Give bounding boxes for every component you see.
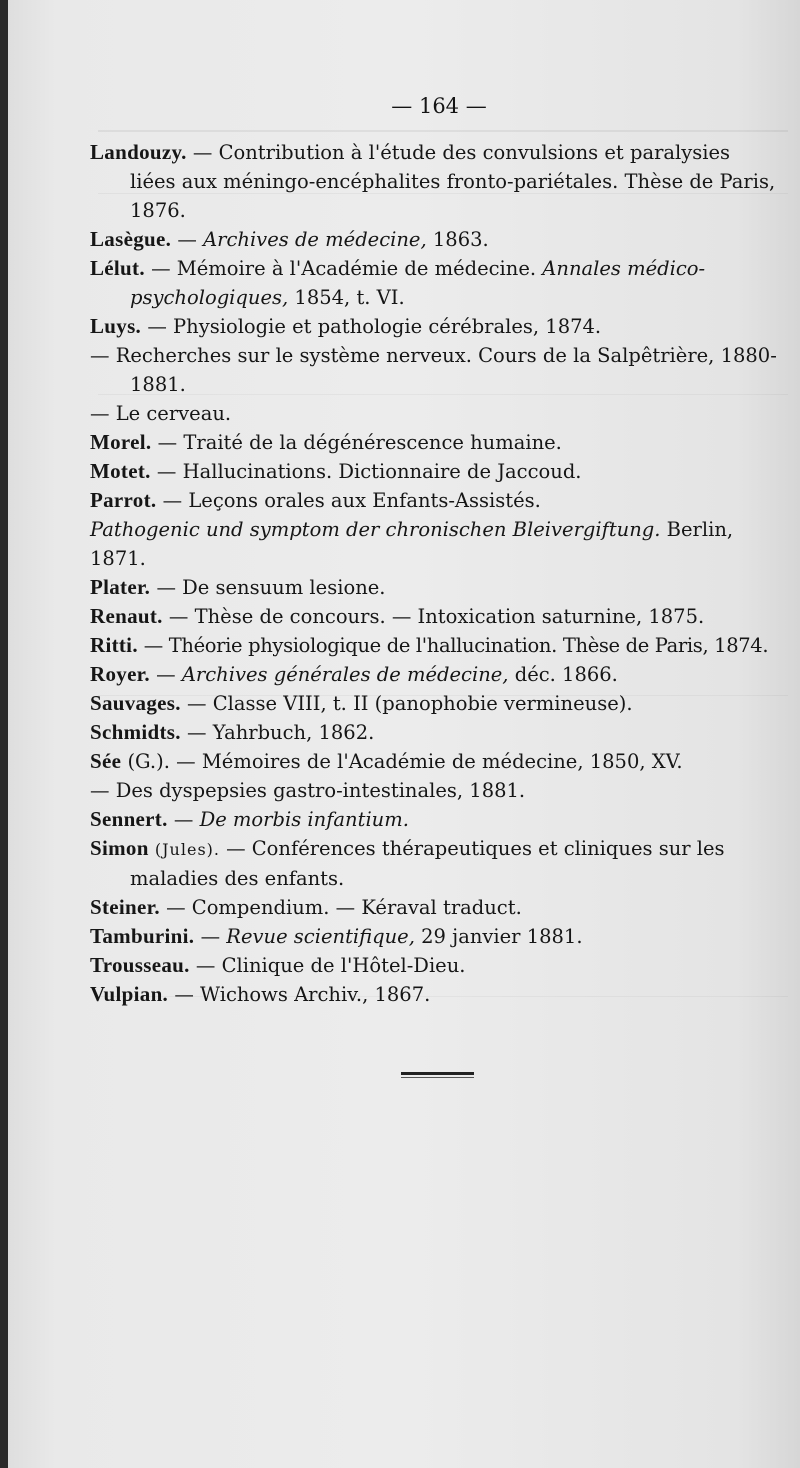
author-name: Sennert. [90, 807, 168, 831]
author-name: Morel. [90, 430, 152, 454]
bibliography-list [90, 138, 780, 1009]
entry-text: — Des dyspepsies gastro-intestinales, 1881. [90, 779, 526, 802]
entry-prefix: — [200, 925, 227, 948]
entry-text: — Leçons orales aux Enfants-Assistés. [162, 489, 541, 512]
bibliography-entry [90, 834, 780, 893]
bibliography-entry [90, 951, 780, 980]
entry-text: — Classe VIII, t. II (panophobie vermineuse). [187, 692, 633, 715]
entry-text: 29 janvier 1881. [421, 925, 583, 948]
author-name: Schmidts. [90, 720, 181, 744]
entry-text: — Physiologie et pathologie cérébrales, 1874. [147, 315, 602, 338]
author-name: Simon [90, 836, 149, 860]
page-number: — 164 — [391, 94, 487, 118]
author-name: Parrot. [90, 488, 157, 512]
bibliography-entry [90, 602, 780, 631]
entry-prefix: — Mémoire à l'Académie de médecine. [151, 257, 543, 280]
author-name: Motet. [90, 459, 151, 483]
bibliography-entry [90, 457, 780, 486]
entry-text: Berlin, 1871. [90, 518, 734, 570]
journal-title: Archives de médecine, [203, 228, 427, 251]
entry-text: — Conférences thérapeutiques et cliniques sur les maladies des enfants. [130, 837, 725, 890]
entry-text: 1863. [432, 228, 489, 251]
entry-text: — Wichows Archiv., 1867. [174, 983, 431, 1006]
bibliography-entry [90, 805, 780, 834]
book-title: Pathogenic und symptom der chronischen Bleivergiftung. [90, 518, 661, 541]
entry-text: — Clinique de l'Hôtel-Dieu. [195, 954, 466, 977]
author-name: Tamburini. [90, 924, 195, 948]
author-name: Trousseau. [90, 953, 190, 977]
journal-title: Annales médico-psychologiques, [130, 257, 706, 309]
author-name: Vulpian. [90, 982, 169, 1006]
book-title: De morbis infantium. [199, 808, 409, 831]
bibliography-entry [90, 341, 780, 399]
bibliography-entry [90, 922, 780, 951]
entry-text: — Traité de la dégénérescence humaine. [157, 431, 562, 454]
bibliography-entry [90, 515, 780, 573]
bibliography-entry [90, 138, 780, 225]
bibliography-entry [90, 689, 780, 718]
author-initials: (G.). [127, 750, 177, 773]
author-name: Lasègue. [90, 227, 172, 251]
bibliography-entry [90, 631, 780, 660]
bibliography-entry [90, 225, 780, 254]
bibliography-entry [90, 660, 780, 689]
entry-text: 1854, t. VI. [294, 286, 405, 309]
bibliography-entry [90, 399, 780, 428]
author-firstname: (Jules). [154, 840, 227, 859]
bibliography-entry [90, 893, 780, 922]
end-rule-divider [401, 1072, 474, 1075]
entry-prefix: — [177, 228, 204, 251]
entry-text: — Mémoires de l'Académie de médecine, 1850, XV. [176, 750, 683, 773]
bibliography-entry [90, 428, 780, 457]
bibliography-entry [90, 573, 780, 602]
bibliography-entry [90, 254, 780, 312]
author-name: Steiner. [90, 895, 160, 919]
entry-text: — Yahrbuch, 1862. [187, 721, 375, 744]
author-name: Plater. [90, 575, 151, 599]
entry-text: — Compendium. — Kéraval traduct. [166, 896, 522, 919]
bibliography-entry [90, 980, 780, 1009]
author-name: Royer. [90, 662, 150, 686]
bibliography-entry [90, 776, 780, 805]
book-page [8, 0, 800, 1468]
journal-title: Archives générales de médecine, [181, 663, 509, 686]
journal-title: Revue scientifique, [226, 925, 415, 948]
author-name: Landouzy. [90, 140, 187, 164]
author-name: Ritti. [90, 633, 138, 657]
entry-text: — Contribution à l'étude des convulsions et paralysies liées aux méningo-encéphalites fronto-pariétales. Thèse de Paris, 1876. [130, 141, 776, 222]
entry-prefix: — [173, 808, 200, 831]
entry-text: — Théorie physiologique de l'hallucination. Thèse de Paris, 1874. [143, 634, 769, 657]
bibliography-entry [90, 718, 780, 747]
author-name: Renaut. [90, 604, 163, 628]
entry-text: — Le cerveau. [90, 402, 232, 425]
entry-text: déc. 1866. [514, 663, 618, 686]
author-name: Luys. [90, 314, 142, 338]
entry-text: — Hallucinations. Dictionnaire de Jaccoud. [156, 460, 582, 483]
bibliography-entry [90, 312, 780, 341]
entry-prefix: — [156, 663, 182, 686]
entry-text: — Recherches sur le système nerveux. Cours de la Salpêtrière, 1880-1881. [90, 344, 777, 396]
author-name: Sée [90, 749, 122, 773]
author-name: Lélut. [90, 256, 145, 280]
author-name: Sauvages. [90, 691, 181, 715]
entry-text: — De sensuum lesione. [156, 576, 386, 599]
bibliography-entry [90, 747, 780, 776]
entry-text: — Thèse de concours. — Intoxication saturnine, 1875. [168, 605, 705, 628]
bibliography-entry [90, 486, 780, 515]
